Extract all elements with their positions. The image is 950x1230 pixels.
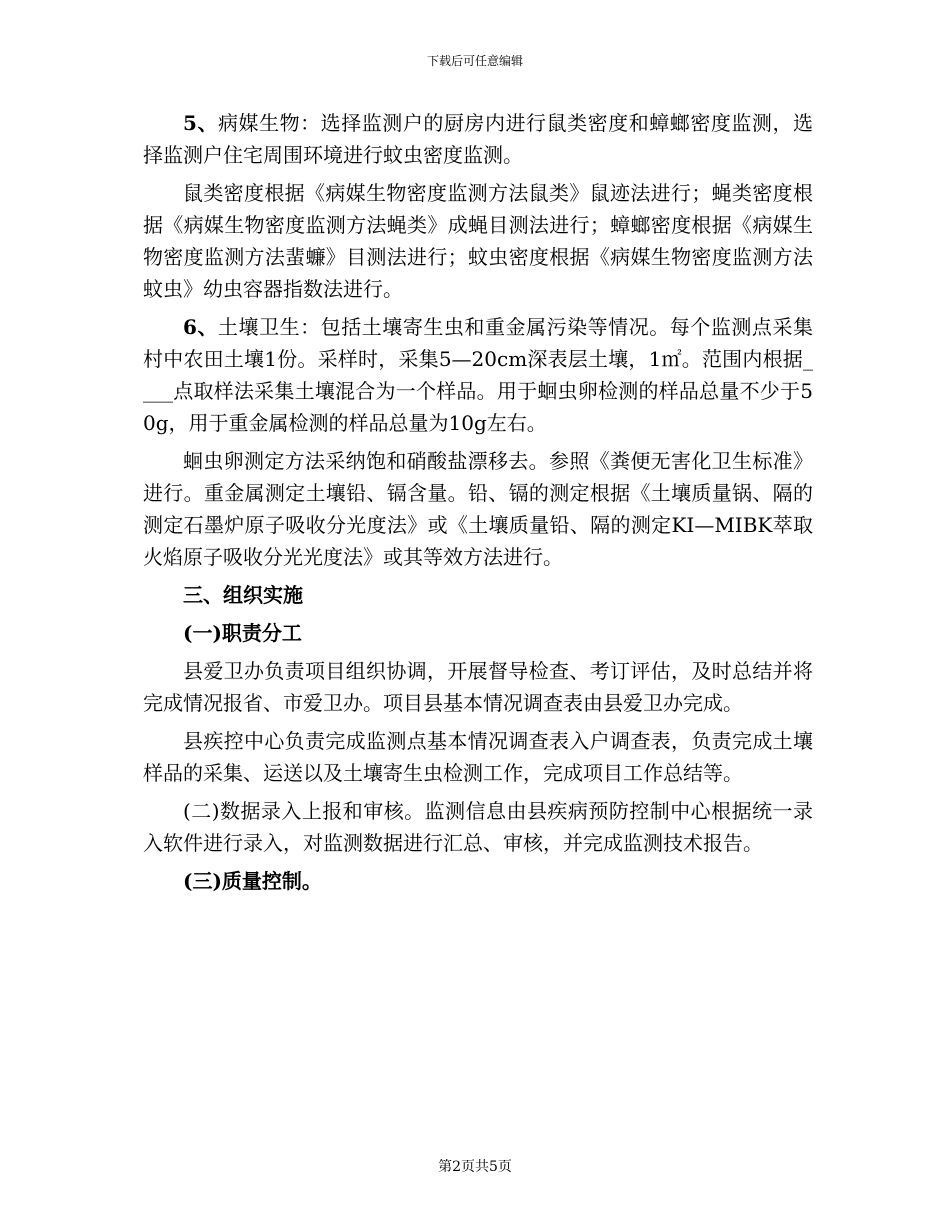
paragraph-text: 病媒生物：选择监测户的厨房内进行鼠类密度和蟑螂密度监测，选择监测户住宅周围环境进行蚊虫密度监测。 — [143, 111, 814, 167]
fill-blank: ____ — [143, 347, 813, 403]
paragraph-text: 土壤卫生：包括土壤寄生虫和重金属污染等情况。每个监测点采集村中农田土壤1份。采样时，采集5—20cm深表层土壤，1㎡。范围内根据 — [143, 315, 814, 371]
paragraph-data-entry: (二)数据录入上报和审核。监测信息由县疾病预防控制中心根据统一录入软件进行录入，对监测数据进行汇总、审核，并完成监测技术报告。 — [143, 799, 813, 855]
paragraph-vector-biology — [143, 107, 813, 171]
subheading-responsibilities: (一)职责分工 — [183, 621, 302, 645]
paragraph-cdc: 县疾控中心负责完成监测点基本情况调查表入户调查表，负责完成土壤样品的采集、运送以及土壤寄生虫检测工作，完成项目工作总结等。 — [143, 729, 813, 785]
paragraph-soil-hygiene — [143, 311, 813, 439]
paragraph-county-office: 县爱卫办负责项目组织协调，开展督导检查、考订评估，及时总结并将完成情况报省、市爱卫办。项目县基本情况调查表由县爱卫办完成。 — [143, 659, 813, 715]
subheading-quality-control: (三)质量控制。 — [183, 869, 322, 893]
paragraph-density-methods: 鼠类密度根据《病媒生物密度监测方法鼠类》鼠迹法进行；蝇类密度根据《病媒生物密度监测方法蝇类》成蝇目测法进行；蟑螂密度根据《病媒生物密度监测方法蜚蠊》目测法进行；蚊虫密度根据《病媒生物密度监测方法蚊虫》幼虫容器指数法进行。 — [143, 181, 813, 301]
item-number: 5、 — [183, 111, 218, 135]
paragraph-ascaris-method: 蛔虫卵测定方法采纳饱和硝酸盐漂移去。参照《粪便无害化卫生标准》进行。重金属测定土壤铅、镉含量。铅、镉的测定根据《土壤质量锅、隔的测定石墨炉原子吸收分光度法》或《土壤质量铅、隔的测定KI—MIBK萃取火焰原子吸收分光光度法》或其等效方法进行。 — [143, 449, 813, 569]
page-header: 下载后可任意编辑 — [426, 54, 523, 68]
document-body — [143, 107, 813, 903]
section-heading-organization: 三、组织实施 — [183, 583, 303, 607]
item-number: 6、 — [183, 315, 218, 339]
paragraph-text: 点取样法采集土壤混合为一个样品。用于蛔虫卵检测的样品总量不少于50g，用于重金属检测的样品总量为10g左右。 — [143, 379, 813, 435]
page-footer: 第2页共5页 — [438, 1159, 512, 1175]
